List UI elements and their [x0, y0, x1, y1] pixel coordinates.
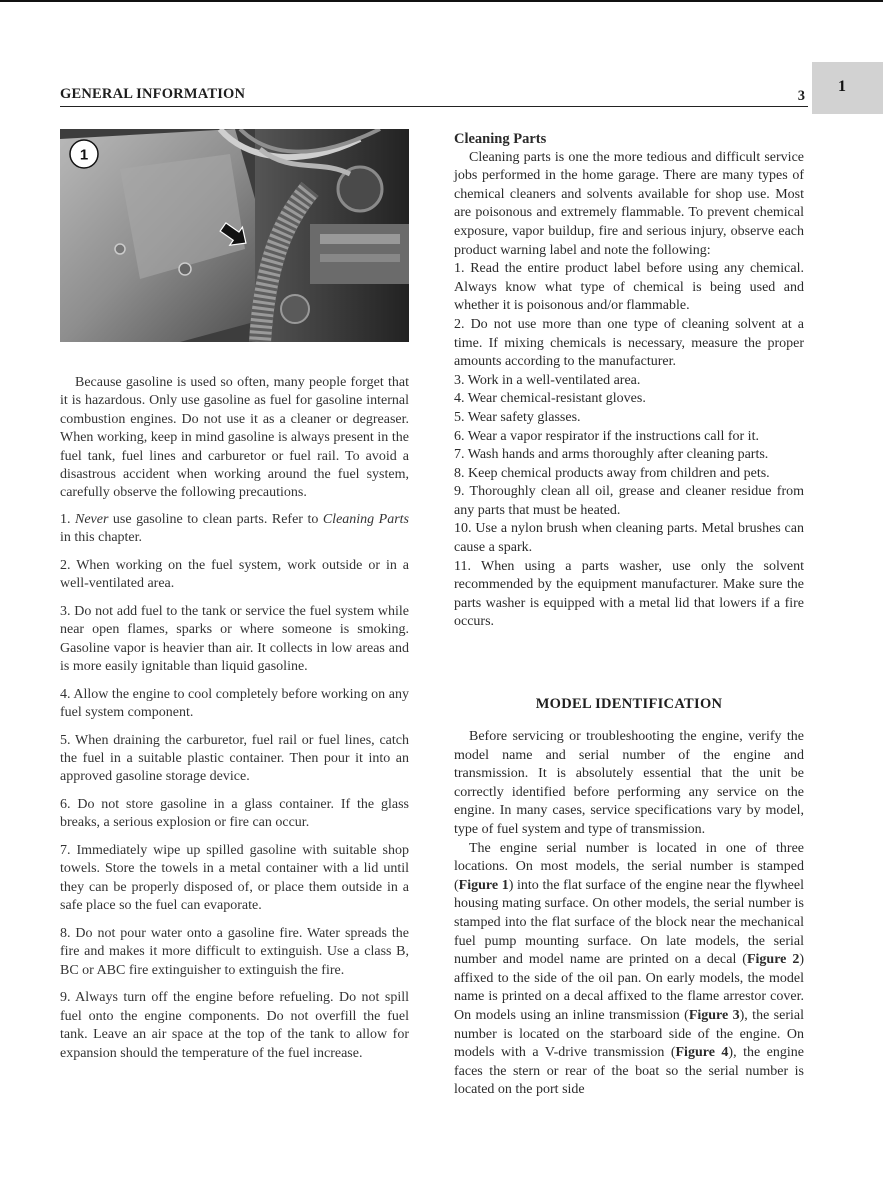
top-rule [0, 0, 883, 2]
figure-callout-number: 1 [79, 146, 89, 164]
model-id-paragraph-1: Before servicing or troubleshooting the engine, verify the model name and serial number of the engine and transmission. It is absolutely essential that the unit be correctly identified before performing any service on the engine. In many cases, service specifications vary by model, type of fuel system and type of transmission. [454, 729, 804, 837]
section-title: GENERAL INFORMATION [60, 86, 246, 102]
figure-ref-3: Figure 3 [688, 1007, 740, 1023]
gasoline-item-9: 9. Always turn off the engine before refueling. Do not spill fuel onto the engine components. Do not overfill the fuel tank. Leave an air space at the top of the tank to allow for expansion should the temperature of the fuel increase. [60, 990, 409, 1061]
model-identification-text [454, 728, 804, 1100]
cleaning-item-3: 3. Work in a well-ventilated area. [454, 372, 641, 388]
figure-ref-4: Figure 4 [675, 1045, 729, 1061]
page-number: 3 [797, 88, 805, 104]
cleaning-item-4: 4. Wear chemical-resistant gloves. [454, 391, 646, 407]
gasoline-intro: Because gasoline is used so often, many people forget that it is hazardous. Only use gasoline as fuel for gasoline internal combustion engines. Do not use it as a cleaner or degreaser. When working, keep in mind gasoline is always present in the fuel tank, fuel lines and carburetor or fuel rail. To avoid a disastrous accident when working around the fuel system, carefully observe the following precautions. [60, 375, 409, 501]
chapter-tab [812, 62, 883, 114]
cleaning-item-6: 6. Wear a vapor respirator if the instructions call for it. [454, 428, 759, 444]
gasoline-item-1: 1. Never use gasoline to clean parts. Refer to Cleaning Parts in this chapter. [60, 511, 410, 546]
gasoline-item-6: 6. Do not store gasoline in a glass container. If the glass breaks, a serious explosion or fire can occur. [60, 797, 409, 831]
model-identification-heading: MODEL IDENTIFICATION [535, 696, 723, 712]
gasoline-item-2: 2. When working on the fuel system, work outside or in a well-ventilated area. [60, 557, 409, 592]
gasoline-safety-text [60, 374, 409, 1072]
cleaning-parts-intro: Cleaning parts is one the more tedious and difficult service jobs performed in the home garage. There are many types of chemical cleaners and solvents available for shop use. Most are poisonous and extremely flammable. To prevent chemical exposure, vapor buildup, fire and serious injury, observe each product warning label and note the following: [454, 149, 804, 258]
cleaning-item-2: 2. Do not use more than one type of cleaning solvent at a time. If mixing chemicals is necessary, measure the proper amounts according to the manufacturer. [454, 316, 804, 370]
gasoline-item-4: 4. Allow the engine to cool completely before working on any fuel system component. [60, 686, 409, 721]
cleaning-parts-section [454, 130, 804, 632]
gasoline-item-7: 7. Immediately wipe up spilled gasoline with suitable shop towels. Store the towels in a metal container with a lid until they can be properly disposed of, or place them outside in a safe place so the fuel can evaporate. [60, 843, 409, 914]
cleaning-item-5: 5. Wear safety glasses. [454, 409, 581, 425]
running-header [60, 86, 808, 107]
chapter-number: 1 [838, 78, 846, 95]
cleaning-item-7: 7. Wash hands and arms thoroughly after cleaning parts. [454, 447, 769, 463]
cleaning-item-10: 10. Use a nylon brush when cleaning parts. Metal brushes can cause a spark. [454, 521, 804, 556]
figure-ref-2: Figure 2 [746, 952, 800, 968]
model-id-paragraph-2: The engine serial number is located in one of three locations. On most models, the serial number is stamped (Figure 1) into the flat surface of the engine near the flywheel housing mating surface. On other models, the serial number is stamped into the flat surface of the block near the mechanical fuel pump mounting surface. On late models, the serial number and model name are printed on a decal (Figure 2) affixed to the side of the oil pan. On early models, the model name is printed on a decal affixed to the flame arrestor cover. On models using an inline transmission (Figure 3), the serial number is located on the starboard side of the engine. On models with a V-drive transmission (Figure 4), the engine faces the stern or rear of the boat so the serial number is located on the port side [454, 840, 804, 1098]
gasoline-item-3: 3. Do not add fuel to the tank or service the fuel system while near open flames, sparks or where someone is smoking. Gasoline vapor is heavier than air. It collects in low areas and is more easily ignitable than liquid gasoline. [60, 603, 409, 675]
figure-ref-1: Figure 1 [458, 877, 509, 893]
cleaning-parts-heading: Cleaning Parts [454, 131, 547, 147]
cleaning-item-11: 11. When using a parts washer, use only the solvent recommended by the equipment manufacturer. Make sure the parts washer is equipped with a metal lid that lowers if a fire occurs. [454, 558, 804, 630]
cleaning-item-8: 8. Keep chemical products away from children and pets. [454, 465, 770, 481]
figure-1-photo [60, 129, 409, 342]
cleaning-item-1: 1. Read the entire product label before using any chemical. Always know what type of chemical is being used and whether it is poisonous and/or flammable. [454, 261, 804, 314]
cleaning-item-9: 9. Thoroughly clean all oil, grease and cleaner residue from any parts that must be heated. [454, 484, 804, 518]
gasoline-item-5: 5. When draining the carburetor, fuel rail or fuel lines, catch the fuel in a suitable plastic container. Then pour it into an approved gasoline storage device. [60, 732, 409, 785]
gasoline-item-8: 8. Do not pour water onto a gasoline fire. Water spreads the fire and makes it more difficult to extinguish. Use a class B, BC or ABC fire extinguisher to extinguish the fire. [60, 925, 409, 978]
